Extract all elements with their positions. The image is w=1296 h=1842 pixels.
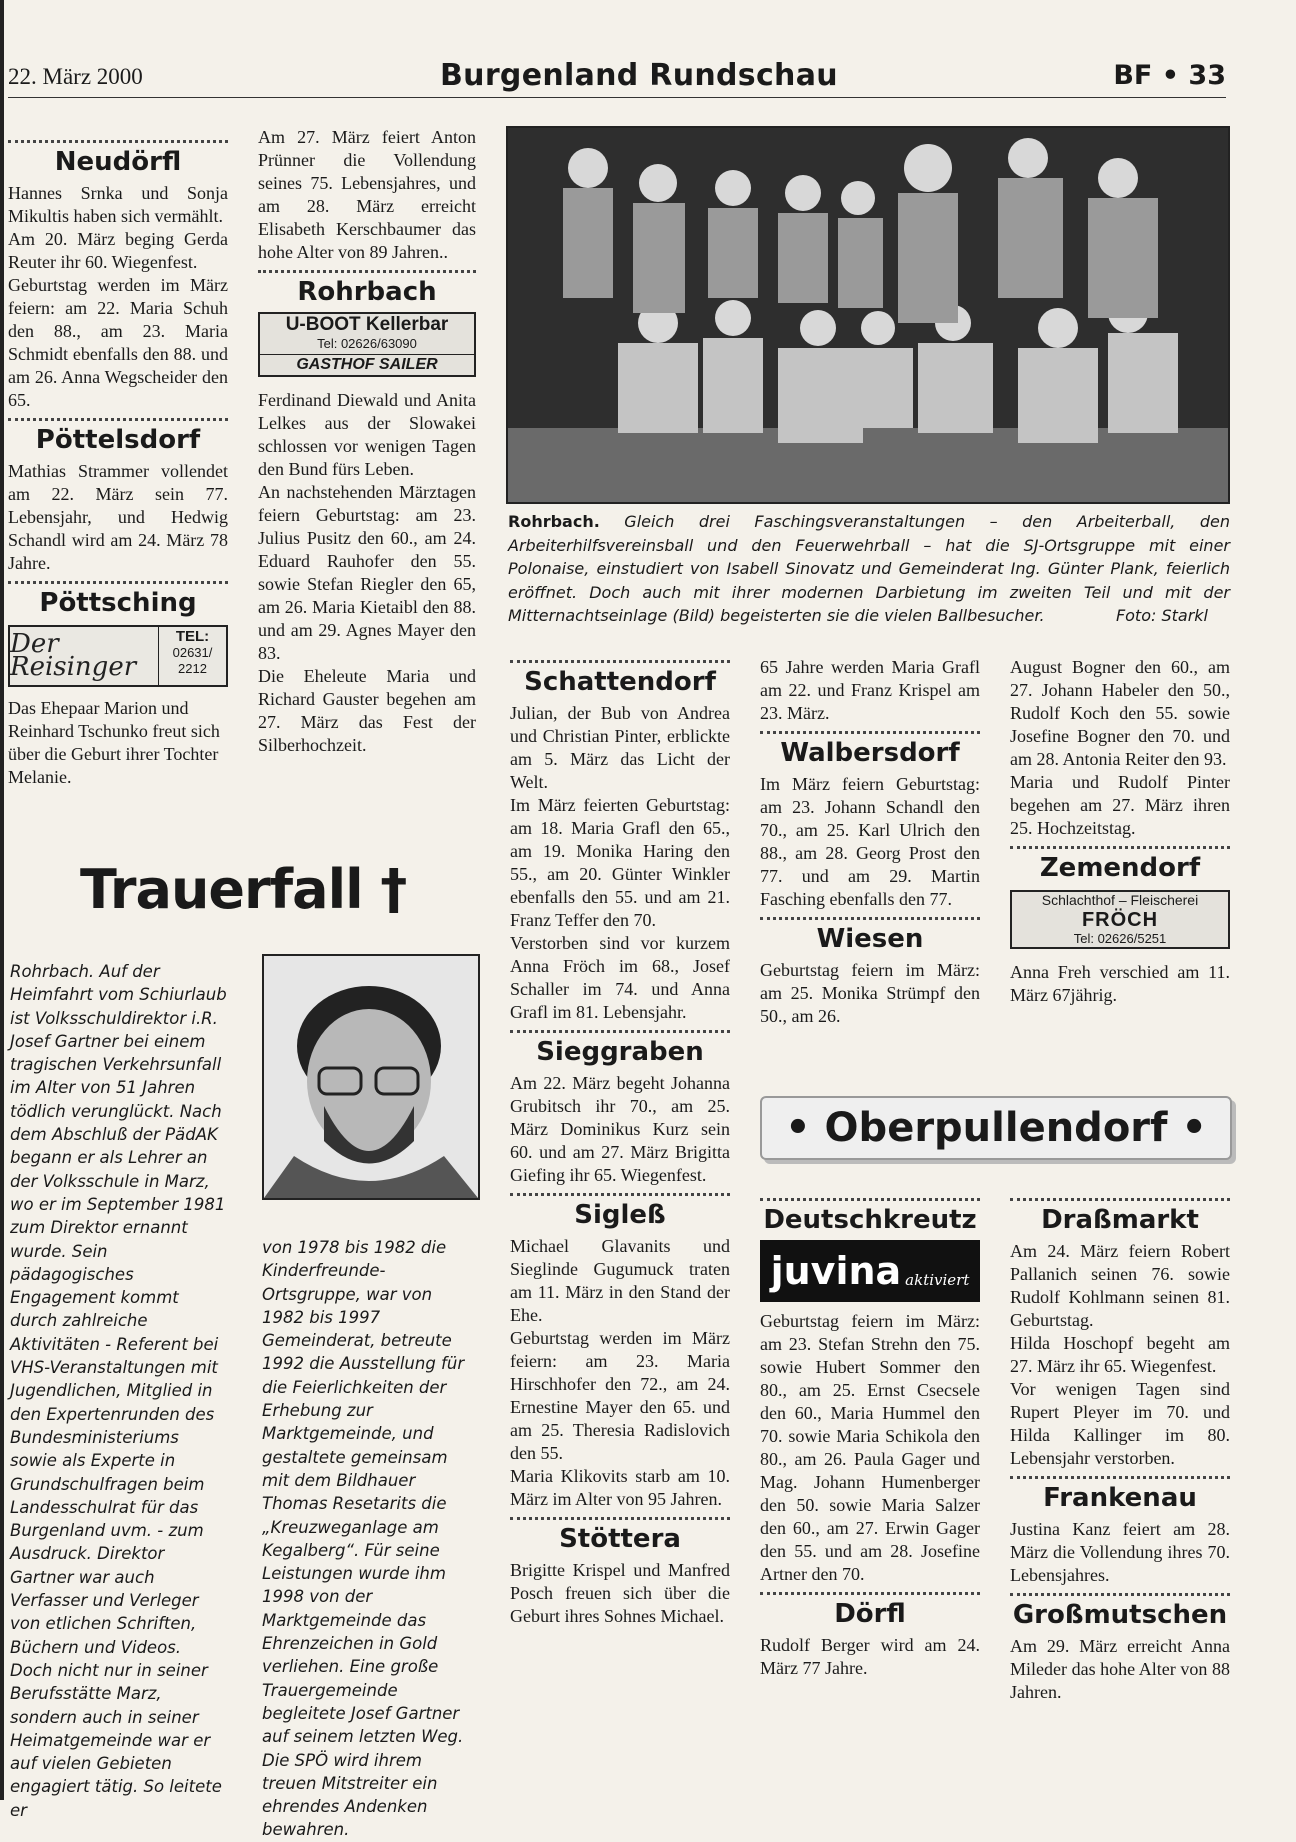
article-drassmarkt-text3: Vor wenigen Tagen sind Rupert Pleyer im 70. und Hilda Kallinger im 80. Lebensjahr verstorben. (1010, 1379, 1230, 1468)
heading-sieggraben: Sieggraben (536, 1037, 704, 1067)
ad-reisinger-tel-label: TEL: (175, 628, 210, 645)
article-grossmutschen-text: Am 29. März erreicht Anna Mileder das hohe Alter von 88 Jahren. (1010, 1636, 1230, 1702)
caption-place: Rohrbach. (508, 512, 600, 531)
divider (510, 1517, 730, 1520)
article-col5-intro: August Bogner den 60., am 27. Johann Habeler den 50., Rudolf Koch den 55. sowie Josefine Bogner den 70. und am 28. Antonia Reiter den 93. (1010, 657, 1230, 769)
article-neudoerfl-text2: Am 20. März beging Gerda Reuter ihr 60. Wiegenfest. (8, 229, 228, 272)
article-drassmarkt-text: Am 24. März feiern Robert Pallanich seinen 76. sowie Rudolf Kohlmann seinen 81. Geburtstag. (1010, 1241, 1230, 1330)
article-neudoerfl-text: Hannes Srnka und Sonja Mikultis haben sich vermählt. (8, 183, 228, 226)
article-sigless-text2: Geburtstag werden im März feiern: am 23. Maria Hirschhofer den 72., am 24. Ernestine Mayer den 65. und am 25. Theresia Radislovich den 55. (510, 1328, 730, 1463)
divider (1010, 1198, 1230, 1201)
newspaper-section-title: Burgenland Rundschau (440, 58, 838, 93)
divider (8, 140, 228, 143)
article-frankenau-text: Justina Kanz feiert am 28. März die Vollendung ihres 70. Lebensjahres. (1010, 1519, 1230, 1585)
article-col4-intro: 65 Jahre werden Maria Grafl am 22. und Franz Krispel am 23. März. (760, 657, 980, 723)
photo-caption (508, 510, 1230, 628)
ad-froech-type: Schlachthof – Fleischerei (1041, 892, 1199, 908)
heading-frankenau: Frankenau (1043, 1483, 1197, 1513)
divider (1010, 1593, 1230, 1596)
heading-neudoerfl: Neudörfl (54, 147, 182, 177)
heading-wiesen: Wiesen (816, 924, 924, 954)
ad-juvina-sub: aktiviert (905, 1271, 970, 1289)
heading-poettelsdorf: Pöttelsdorf (35, 425, 201, 455)
header-rule (8, 97, 1226, 98)
column-5 (1010, 656, 1230, 1007)
article-zemendorf-text: Anna Freh verschied am 11. März 67jährig. (1010, 962, 1230, 1005)
ad-reisinger-logo: Der Reisinger (10, 627, 159, 685)
page-edge (0, 0, 4, 1800)
divider (1010, 846, 1230, 849)
article-sieggraben-text: Am 22. März begeht Johanna Grubitsch ihr 70., am 25. März Dominikus Kurz sein 60. und am 27. März Brigitta Giefing ihr 65. Wiegenfest. (510, 1073, 730, 1185)
section-banner-oberpullendorf: • Oberpullendorf • (760, 1096, 1232, 1160)
heading-zemendorf: Zemendorf (1039, 853, 1201, 883)
article-schattendorf-text2: Im März feierten Geburtstag: am 18. Maria Grafl den 65., am 19. Monika Haring den 55., am 20. Günter Winkler ebenfalls den 55. und am 21. Franz Teffer den 70. (510, 795, 730, 930)
heading-drassmarkt: Draßmarkt (1041, 1205, 1199, 1235)
trauerfall-text-right: von 1978 bis 1982 die Kinderfreunde-Ortsgruppe, war von 1982 bis 1997 Gemeinderat, betreute 1992 die Ausstellung für die Feierlichkeiten der Erhebung zur Marktgemeinde, und gestaltete gemeinsam mit dem Bildhauer Thomas Resetarits die „Kreuzweganlage am Kegalberg“. Für seine Leistungen wurde ihm 1998 von der Marktgemeinde das Ehrenzeichen in Gold verliehen. Eine große Trauergemeinde begleitete Josef Gartner auf seinem letzten Weg. Die SPÖ wird ihrem treuen Mitstreiter ein ehrendes Andenken bewahren. (262, 1238, 465, 1840)
divider (510, 1193, 730, 1196)
caption-text: Gleich drei Faschingsveranstaltungen – den Arbeiterball, den Arbeiterhilfsvereinsball und den Feuerwehrball – hat die SJ-Ortsgruppe mit einer Polonaise, einstudiert von Isabell Sinovatz und Gemeinderat Ing. Günter Plank, feierlich eröffnet. Doch auch mit ihrer modernen Darbietung im zweiten Teil und mit der Mitternachtseinlage (Bild) begeisterten sie die vielen Ballbesucher. (508, 512, 1230, 625)
divider (1010, 1476, 1230, 1479)
article-col5-intro2: Maria und Rudolf Pinter begehen am 27. März ihren 25. Hochzeitstag. (1010, 772, 1230, 838)
article-rohrbach-text: Ferdinand Diewald und Anita Lelkes aus der Slowakei schlossen vor wenigen Tagen den Bund fürs Leben. (258, 390, 476, 479)
heading-schattendorf: Schattendorf (524, 667, 716, 697)
article-poettsching-text: Das Ehepaar Marion und Reinhard Tschunko freut sich über die Geburt ihrer Tochter Melanie. (8, 698, 220, 787)
column-4-lower (760, 1192, 980, 1680)
article-wiesen-text: Geburtstag feiern im März: am 25. Monika Strümpf den 50., am 26. (760, 960, 980, 1026)
article-poettelsdorf-text: Mathias Strammer vollendet am 22. März sein 77. Lebensjahr, und Hedwig Schandl wird am 24. März 78 Jahre. (8, 461, 228, 573)
divider (258, 270, 476, 273)
divider (760, 731, 980, 734)
heading-doerfl: Dörfl (834, 1599, 906, 1629)
ad-froech-tel: Tel: 02626/5251 (1073, 931, 1167, 946)
divider (8, 581, 228, 584)
group-photo-fasching (506, 126, 1230, 504)
column-3 (510, 654, 730, 1628)
divider (510, 1030, 730, 1033)
ad-uboot-gasthof: GASTHOF SAILER (260, 354, 474, 375)
divider (760, 1198, 980, 1201)
divider (760, 917, 980, 920)
article-rohrbach-text2: An nachstehenden Märztagen feiern Geburtstag: am 23. Julius Pusitz den 60., am 24. Eduard Rauhofer den 55. sowie Stefan Riegler den 65, am 26. Maria Kietaibl den 88. und am 29. Agnes Mayer den 83. (258, 482, 476, 663)
ad-juvina-logo: juvina (770, 1248, 902, 1293)
trauerfall-text-left: Rohrbach. Auf der Heimfahrt vom Schiurlaub ist Volksschuldirektor i.R. Josef Gartner bei einem tragischen Verkehrsunfall im Alter von 51 Jahren tödlich verunglückt. Nach dem Abschluß der PädAK begann er als Lehrer an der Volksschule in Marz, wo er im September 1981 zum Direktor ernannt wurde. Sein pädagogisches Engagement kommt durch zahlreiche Aktivitäten - Referent bei VHS-Veranstaltungen mit Jugendlichen, Mitglied in den Expertenrunden des Bundesministeriums sowie als Experte in Grundschulfragen beim Landesschulrat für das Burgenland uvm. - zum Ausdruck. Direktor Gartner war auch Verfasser und Verleger von etlichen Schriften, Büchern und Videos. Doch nicht nur in seiner Berufsstätte Marz, sondern auch in seiner Heimatgemeinde war er auf vielen Gebieten engagiert tätig. So leitete er (10, 962, 227, 1820)
heading-deutschkreutz: Deutschkreutz (763, 1205, 977, 1235)
divider (8, 418, 228, 421)
heading-rohrbach: Rohrbach (297, 277, 437, 307)
article-rohrbach-text3: Die Eheleute Maria und Richard Gauster begehen am 27. März das Fest der Silberhochzeit. (258, 666, 476, 755)
article-col2-intro: Am 27. März feiert Anton Prünner die Vollendung seines 75. Lebensjahres, und am 28. März erreicht Elisabeth Kerschbaumer das hohe Alter von 89 Jahren.. (258, 127, 476, 262)
article-drassmarkt-text2: Hilda Hoschopf begeht am 27. März ihr 65. Wiegenfest. (1010, 1333, 1230, 1376)
ad-der-reisinger (8, 625, 228, 687)
article-schattendorf-text3: Verstorben sind vor kurzem Anna Fröch im 68., Josef Schaller im 74. und Anna Grafl im 81. Lebensjahr. (510, 933, 730, 1022)
column-1 (8, 134, 228, 789)
portrait-josef-gartner (262, 954, 480, 1200)
article-walbersdorf-text: Im März feiern Geburtstag: am 23. Johann Schandl den 70., am 25. Karl Ulrich den 88., am 28. Georg Prost den 77. und am 29. Martin Fasching ebenfalls den 77. (760, 774, 980, 909)
divider (760, 1592, 980, 1595)
ad-reisinger-tel-number: 02631/ 2212 (172, 645, 213, 676)
ad-uboot-tel: Tel: 02626/63090 (317, 336, 417, 351)
heading-poettsching: Pöttsching (39, 588, 197, 618)
page-number: BF • 33 (1113, 60, 1226, 91)
article-sigless-text3: Maria Klikovits starb am 10. März im Alter von 95 Jahren. (510, 1466, 730, 1509)
ad-froech-name: FRÖCH (1081, 909, 1159, 931)
column-5-lower (1010, 1192, 1230, 1704)
heading-sigless: Sigleß (574, 1200, 666, 1230)
article-deutschkreutz-text: Geburtstag feiern im März: am 23. Stefan Strehn den 75. sowie Hubert Sommer den 80., am 25. Ernst Csecsele den 60., Maria Hummel den 70. sowie Maria Schikola den 80., am 26. Paula Gager und Mag. Johann Humenberger den 50. sowie Maria Salzer den 60., am 27. Erwin Gager den 55. und am 28. Josefine Artner den 70. (760, 1311, 980, 1584)
issue-date: 22. März 2000 (8, 64, 143, 89)
portrait-image (264, 956, 478, 1198)
ad-juvina (760, 1240, 980, 1302)
heading-grossmutschen: Großmutschen (1012, 1600, 1228, 1630)
article-sigless-text: Michael Glavanits und Sieglinde Gugumuck traten am 11. März in den Stand der Ehe. (510, 1236, 730, 1325)
article-doerfl-text: Rudolf Berger wird am 24. März 77 Jahre. (760, 1635, 980, 1678)
group-photo-image (508, 128, 1228, 502)
article-schattendorf-text: Julian, der Bub von Andrea und Christian Pinter, erblickte am 5. März das Licht der Welt. (510, 703, 730, 792)
article-stoettera-text: Brigitte Krispel und Manfred Posch freuen sich über die Geburt ihres Sohnes Michael. (510, 1560, 730, 1626)
column-2 (258, 126, 476, 757)
article-neudoerfl-text3: Geburtstag werden im März feiern: am 22. Maria Schuh den 88., am 23. Maria Schmidt ebenfalls den 88. und am 26. Anna Wegscheider den 65. (8, 275, 228, 410)
ad-froech-fleischerei (1010, 890, 1230, 949)
photo-credit: Foto: Starkl (1115, 606, 1208, 625)
column-4 (760, 656, 980, 1028)
divider (510, 660, 730, 663)
trauerfall-headline: Trauerfall † (80, 858, 407, 921)
heading-stoettera: Stöttera (559, 1524, 681, 1554)
ad-reisinger-tel (159, 627, 226, 685)
ad-uboot-kellerbar (258, 312, 476, 377)
heading-walbersdorf: Walbersdorf (780, 738, 960, 768)
ad-uboot-name: U-BOOT Kellerbar (285, 314, 449, 335)
